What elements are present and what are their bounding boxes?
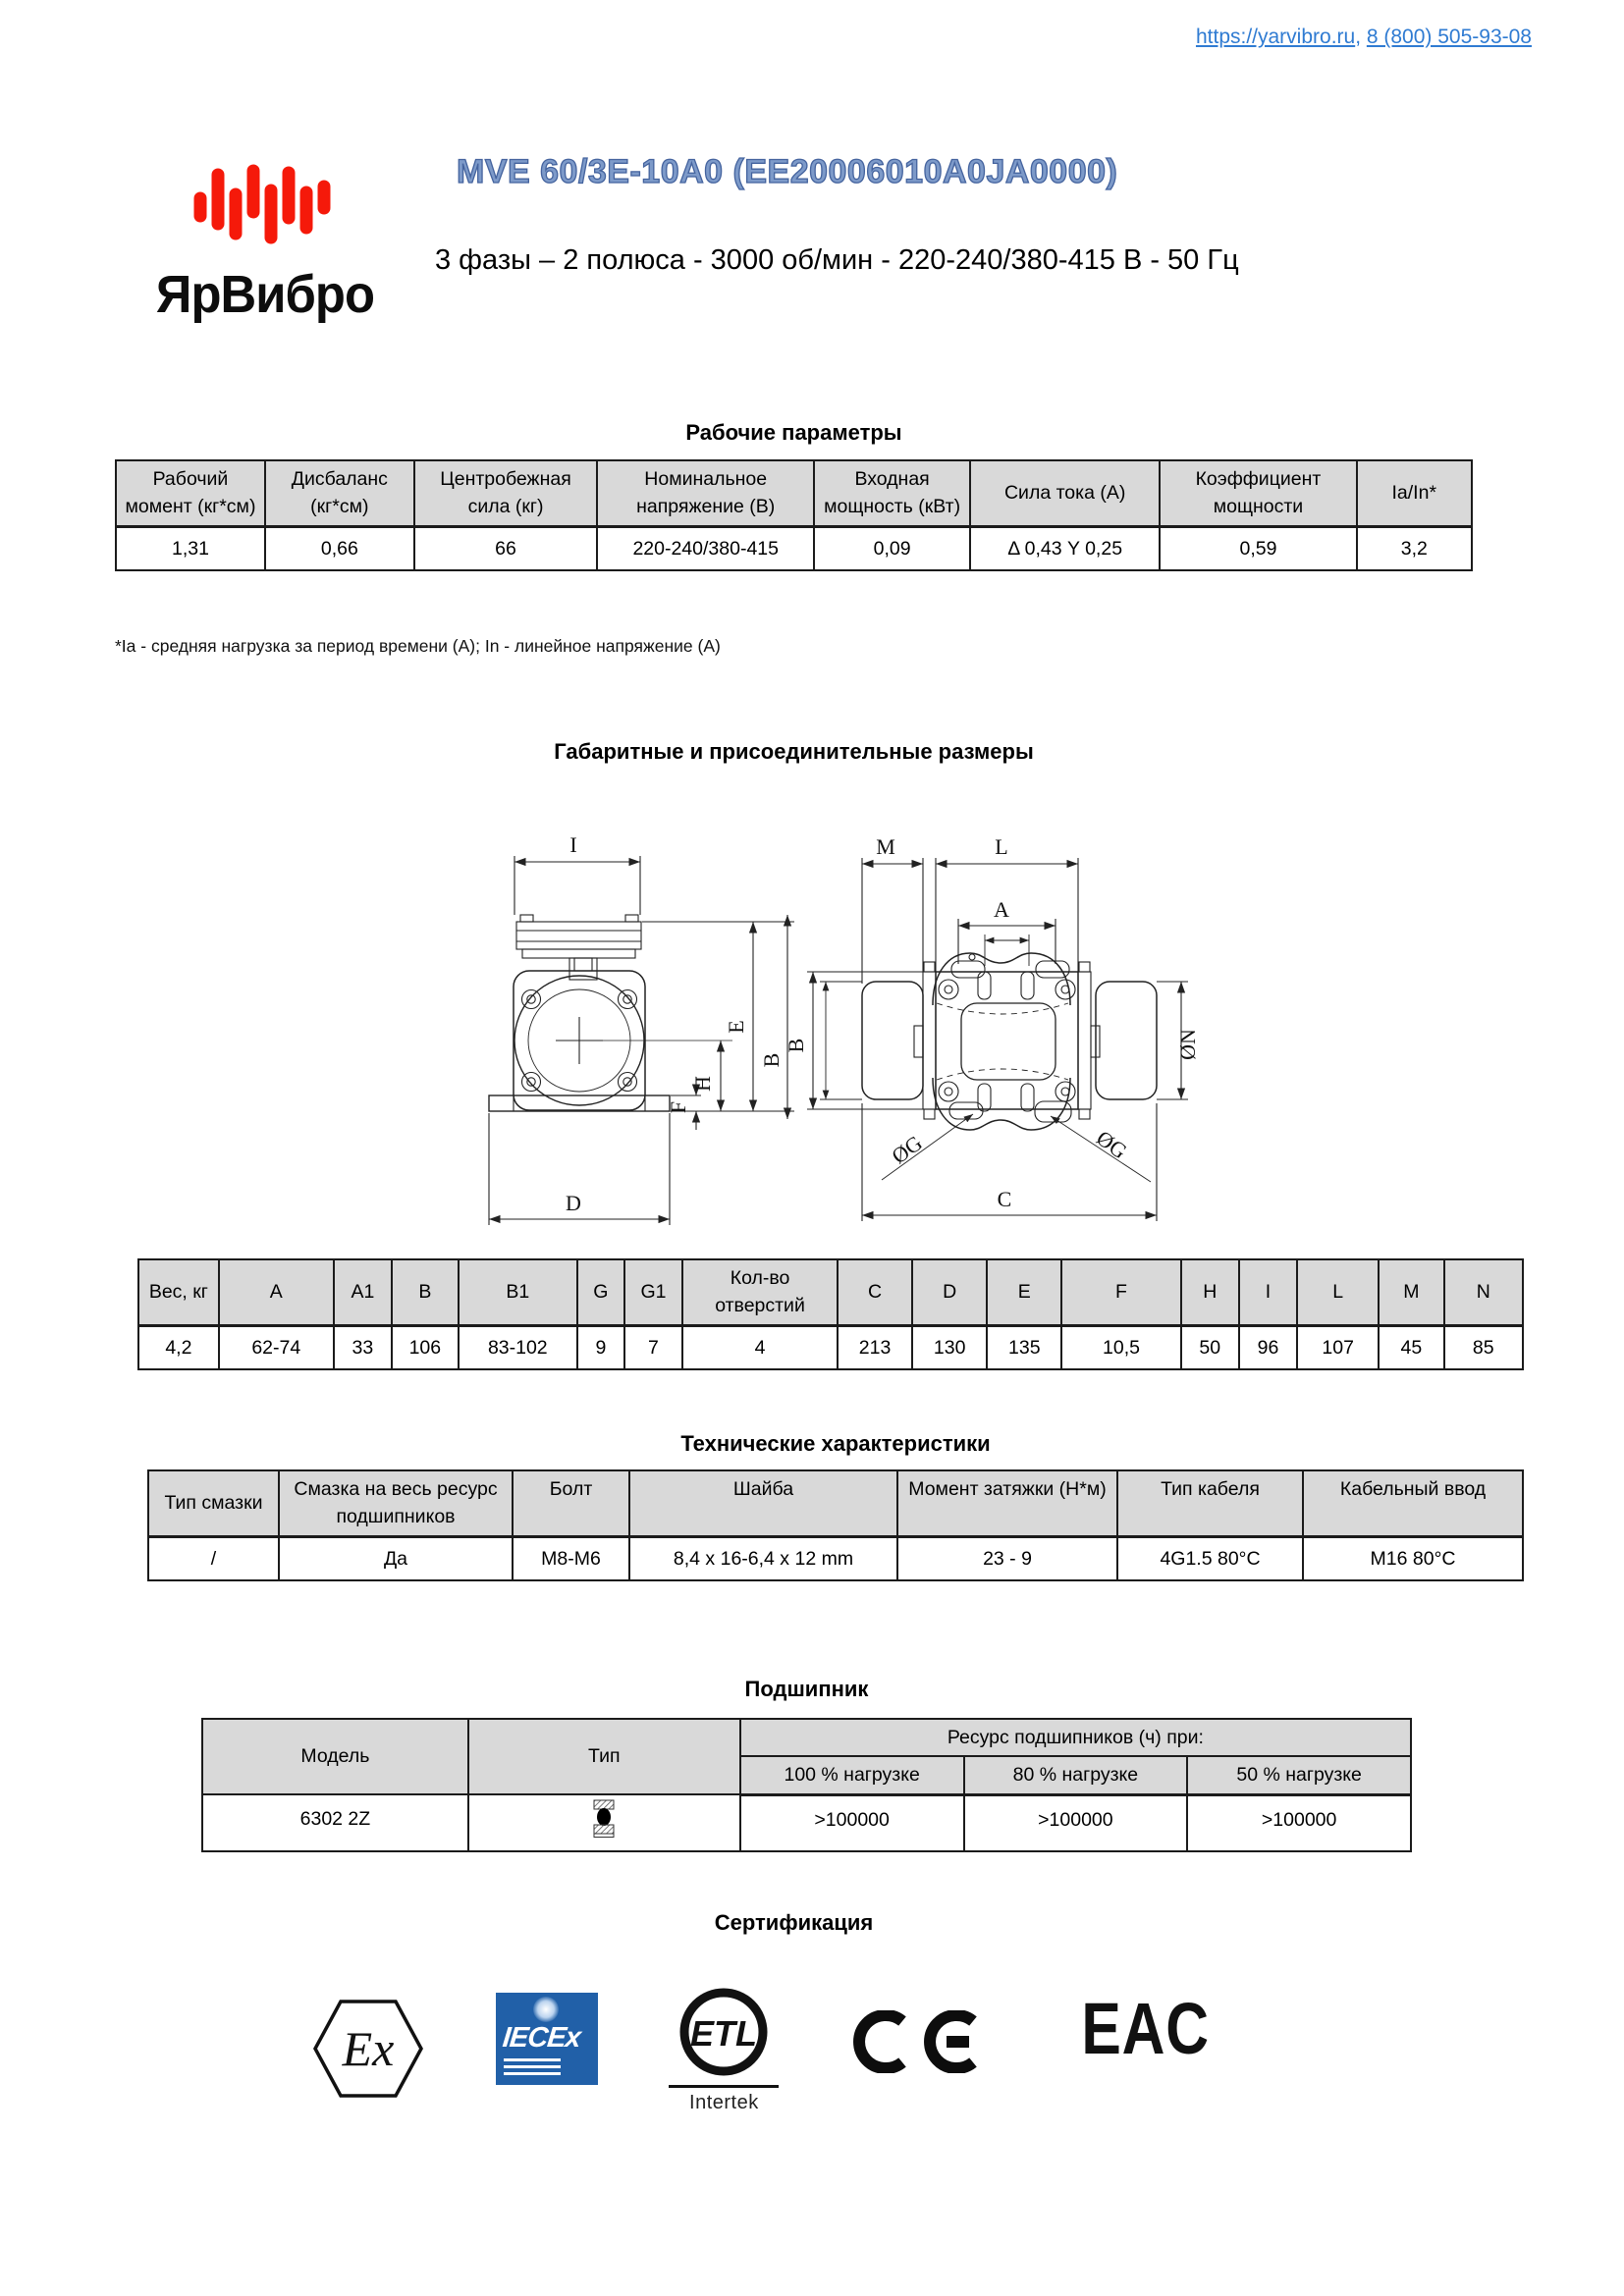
dim-label-B2: B xyxy=(784,1038,808,1053)
table-cell: 220-240/380-415 xyxy=(597,526,814,570)
link-separator: , xyxy=(1355,26,1367,48)
column-header: H xyxy=(1181,1259,1239,1325)
etl-label: ETL xyxy=(690,2013,758,2054)
table-value-row xyxy=(138,1325,1523,1369)
dim-label-A: A xyxy=(994,897,1009,922)
table-header-row xyxy=(116,460,1472,526)
table-cell: 6302 2Z xyxy=(202,1794,468,1851)
column-header: I xyxy=(1239,1259,1297,1325)
table-value-row xyxy=(116,526,1472,570)
dim-label-D: D xyxy=(566,1191,581,1215)
column-header: Ia/In* xyxy=(1357,460,1472,526)
column-header: Тип кабеля xyxy=(1117,1470,1303,1536)
section-bearing-heading: Подшипник xyxy=(744,1677,869,1701)
dim-label-E: E xyxy=(724,1020,748,1034)
dim-label-OG-right: ØG xyxy=(1092,1125,1132,1164)
table-cell: 10,5 xyxy=(1061,1325,1180,1369)
column-header: Смазка на весь ресурс подшипников xyxy=(279,1470,513,1536)
bearing-table xyxy=(201,1718,1412,1852)
section-dimensions-heading: Габаритные и присоединительные размеры xyxy=(554,739,1034,764)
table-cell: / xyxy=(148,1536,279,1580)
etl-rule xyxy=(669,2085,779,2088)
table-cell: 85 xyxy=(1444,1325,1523,1369)
table-cell: 45 xyxy=(1379,1325,1443,1369)
column-subheader: 80 % нагрузке xyxy=(964,1756,1188,1794)
eac-mark-icon xyxy=(1067,1979,1223,2069)
table-cell: 7 xyxy=(624,1325,682,1369)
etl-circle xyxy=(678,1987,769,2077)
column-header: Рабочий момент (кг*см) xyxy=(116,460,265,526)
column-header: B1 xyxy=(459,1259,577,1325)
footnote: *Ia - средняя нагрузка за период времени (А); In - линейное напряжение (А) xyxy=(115,636,721,656)
column-header: Момент затяжки (Н*м) xyxy=(897,1470,1117,1536)
dimensions-table xyxy=(137,1258,1524,1370)
table-cell: 213 xyxy=(838,1325,912,1369)
front-view-drawing xyxy=(454,817,807,1249)
iecex-line xyxy=(504,2065,561,2068)
atex-ex-label: Ex xyxy=(343,2021,395,2076)
brand-block xyxy=(145,163,385,325)
table-cell: 83-102 xyxy=(459,1325,577,1369)
table-cell: 33 xyxy=(334,1325,392,1369)
column-header: Тип смазки xyxy=(148,1470,279,1536)
column-header: G1 xyxy=(624,1259,682,1325)
eac-label: EAC xyxy=(1081,1988,1211,2069)
table-header-row xyxy=(202,1719,1411,1756)
dim-label-H: H xyxy=(690,1076,715,1092)
column-header: Входная мощность (кВт) xyxy=(814,460,970,526)
column-header: A1 xyxy=(334,1259,392,1325)
operating-params-table xyxy=(115,459,1473,571)
table-cell: 96 xyxy=(1239,1325,1297,1369)
section-operating-heading: Рабочие параметры xyxy=(685,420,902,445)
table-cell: 0,59 xyxy=(1160,526,1356,570)
column-header: M xyxy=(1379,1259,1443,1325)
table-cell xyxy=(468,1794,740,1851)
column-header: A xyxy=(219,1259,334,1325)
column-header: L xyxy=(1297,1259,1379,1325)
table-cell: 0,09 xyxy=(814,526,970,570)
dim-label-B: B xyxy=(759,1052,784,1068)
table-value-row xyxy=(202,1794,1411,1851)
table-cell: >100000 xyxy=(964,1794,1188,1851)
dim-label-OG-left: ØG xyxy=(887,1130,927,1169)
iecex-icon xyxy=(496,1979,598,2085)
column-header: Сила тока (А) xyxy=(970,460,1160,526)
table-cell: 50 xyxy=(1181,1325,1239,1369)
dim-label-F: F xyxy=(666,1100,690,1114)
table-cell: 130 xyxy=(912,1325,987,1369)
ce-mark-icon xyxy=(849,2010,997,2073)
dim-label-C: C xyxy=(997,1187,1012,1211)
table-cell: 66 xyxy=(414,526,597,570)
column-subheader: 50 % нагрузке xyxy=(1187,1756,1411,1794)
table-cell: 62-74 xyxy=(219,1325,334,1369)
table-cell: Да xyxy=(279,1536,513,1580)
iecex-label: IECEx xyxy=(501,2022,582,2054)
section-certification-heading: Сертификация xyxy=(714,1910,874,1935)
brand-name: ЯрВибро xyxy=(155,265,375,324)
column-header: Кол-во отверстий xyxy=(682,1259,838,1325)
header-links xyxy=(1196,26,1532,49)
table-cell: 135 xyxy=(987,1325,1061,1369)
column-subheader: 100 % нагрузке xyxy=(740,1756,964,1794)
page-title: MVE 60/3E-10A0 (EE20006010A0JA0000) xyxy=(457,153,1118,190)
table-cell: 8,4 x 16-6,4 x 12 mm xyxy=(629,1536,897,1580)
ce-mark-glyphs xyxy=(849,2010,997,2073)
table-header-row xyxy=(148,1470,1523,1536)
table-cell: 4,2 xyxy=(138,1325,219,1369)
page-subtitle: 3 фазы – 2 полюса - 3000 об/мин - 220-240/380-415 В - 50 Гц xyxy=(435,244,1239,276)
certification-logos xyxy=(0,1979,1624,2114)
table-cell: >100000 xyxy=(1187,1794,1411,1851)
section-technical-heading: Технические характеристики xyxy=(680,1431,991,1456)
column-header: Дисбаланс (кг*см) xyxy=(265,460,414,526)
column-header: Вес, кг xyxy=(138,1259,219,1325)
table-cell: 3,2 xyxy=(1357,526,1472,570)
column-header: Шайба xyxy=(629,1470,897,1536)
table-value-row xyxy=(148,1536,1523,1580)
iecex-box xyxy=(496,1993,598,2085)
site-link[interactable]: https://yarvibro.ru xyxy=(1195,26,1356,48)
table-cell: 1,31 xyxy=(116,526,265,570)
bearing-type-icon xyxy=(590,1799,618,1839)
column-header: Кабельный ввод xyxy=(1303,1470,1523,1536)
technical-table xyxy=(147,1469,1524,1581)
table-cell: 4 xyxy=(682,1325,838,1369)
dim-label-M: M xyxy=(876,834,895,859)
column-header: Ресурс подшипников (ч) при: xyxy=(740,1719,1411,1756)
dim-label-I: I xyxy=(569,832,577,857)
table-cell: 4G1.5 80°C xyxy=(1117,1536,1303,1580)
table-cell: M16 80°C xyxy=(1303,1536,1523,1580)
column-header: N xyxy=(1444,1259,1523,1325)
column-header: Болт xyxy=(513,1470,629,1536)
table-cell: >100000 xyxy=(740,1794,964,1851)
column-header: D xyxy=(912,1259,987,1325)
table-cell: 107 xyxy=(1297,1325,1379,1369)
etl-intertek-icon xyxy=(669,1987,779,2114)
column-header: C xyxy=(838,1259,912,1325)
table-cell: 0,66 xyxy=(265,526,414,570)
table-cell: M8-M6 xyxy=(513,1536,629,1580)
table-cell: Δ 0,43 Y 0,25 xyxy=(970,526,1160,570)
phone-link[interactable]: 8 (800) 505-93-08 xyxy=(1366,26,1532,48)
column-header: B xyxy=(392,1259,459,1325)
intertek-label: Intertek xyxy=(689,2092,759,2113)
atex-ex-hexagon xyxy=(311,1999,425,2099)
iecex-line xyxy=(504,2072,561,2075)
dim-label-L: L xyxy=(995,834,1008,859)
table-cell: 23 - 9 xyxy=(897,1536,1117,1580)
table-header-row xyxy=(138,1259,1523,1325)
column-header: Модель xyxy=(202,1719,468,1794)
table-cell: 106 xyxy=(392,1325,459,1369)
iecex-line xyxy=(504,2058,561,2061)
column-header: Номинальное напряжение (В) xyxy=(597,460,814,526)
top-view-drawing xyxy=(784,817,1216,1249)
dim-label-ON: ØN xyxy=(1175,1029,1200,1060)
column-header: F xyxy=(1061,1259,1180,1325)
column-header: Центробежная сила (кг) xyxy=(414,460,597,526)
iecex-glow xyxy=(533,1997,559,2022)
atex-ex-icon xyxy=(311,1999,425,2099)
column-header: E xyxy=(987,1259,1061,1325)
column-header: Тип xyxy=(468,1719,740,1794)
table-cell: 9 xyxy=(577,1325,624,1369)
column-header: Коэффициент мощности xyxy=(1160,460,1356,526)
column-header: G xyxy=(577,1259,624,1325)
logo-waveform-icon xyxy=(190,163,340,245)
